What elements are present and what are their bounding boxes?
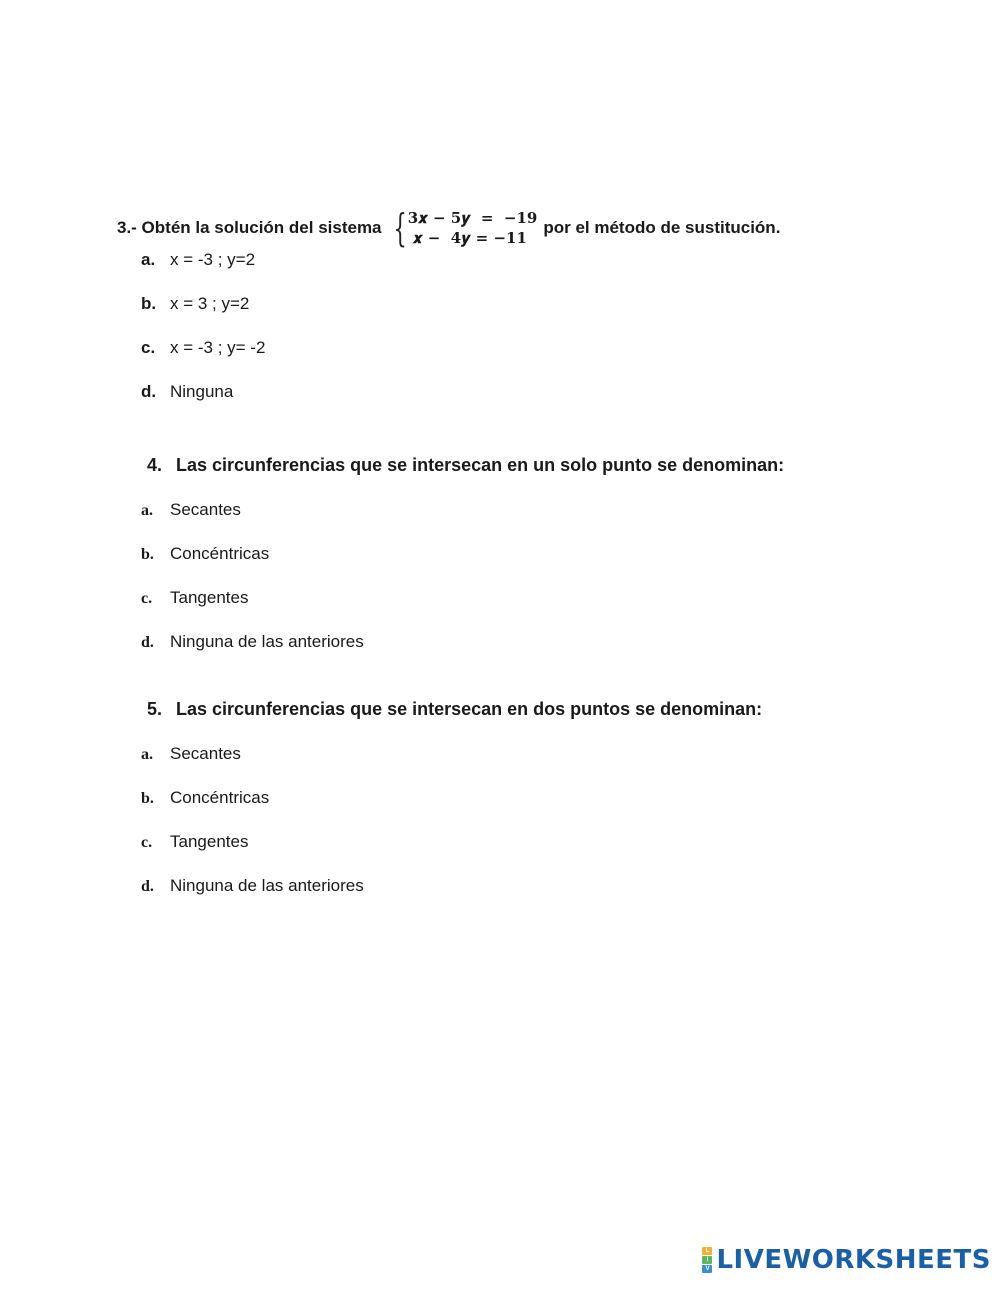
q4-option-d[interactable] <box>141 632 364 652</box>
logo-tiles-icon <box>702 1247 712 1273</box>
option-letter: d. <box>141 382 157 401</box>
option-letter: a. <box>141 746 153 763</box>
option-text: Ninguna de las anteriores <box>170 876 364 895</box>
option-text: Ninguna <box>170 382 234 401</box>
q5-option-a[interactable] <box>141 744 241 764</box>
option-text: x = -3 ; y=2 <box>170 250 256 269</box>
question-5-title <box>147 699 762 720</box>
q3-option-c[interactable] <box>141 338 265 358</box>
q3-option-d[interactable] <box>141 382 233 402</box>
option-letter: b. <box>141 790 154 807</box>
logo-tile: V <box>702 1265 712 1273</box>
q5-option-b[interactable] <box>141 788 269 808</box>
q5-option-d[interactable] <box>141 876 364 896</box>
option-text: Secantes <box>170 744 241 763</box>
question-3-prefix: 3.- Obtén la solución del sistema <box>117 218 382 237</box>
equation-1: 3𝒙 − 5𝒚 = −𝟏𝟗 <box>407 209 538 227</box>
question-4-text: Las circunferencias que se intersecan en un solo punto se denominan: <box>176 455 785 475</box>
option-letter: c. <box>141 590 153 607</box>
q4-option-b[interactable] <box>141 544 269 564</box>
equation-system <box>388 208 538 248</box>
equation-2: 𝒙 − 4𝒚 = −𝟏𝟏 <box>407 229 527 247</box>
q3-option-a[interactable] <box>141 250 255 270</box>
q4-option-c[interactable] <box>141 588 248 608</box>
logo-tile: I <box>702 1256 712 1264</box>
q4-option-a[interactable] <box>141 500 241 520</box>
option-text: Concéntricas <box>170 544 270 563</box>
option-text: Tangentes <box>170 832 249 851</box>
option-letter: b. <box>141 546 154 563</box>
option-letter: a. <box>141 502 153 519</box>
logo-text: LIVEWORKSHEETS <box>716 1245 991 1275</box>
option-text: Tangentes <box>170 588 249 607</box>
question-4-number: 4. <box>147 455 163 475</box>
question-3-title <box>117 208 780 248</box>
option-text: Concéntricas <box>170 788 270 807</box>
option-letter: c. <box>141 338 156 357</box>
option-letter: d. <box>141 634 154 651</box>
question-5-text: Las circunferencias que se intersecan en dos puntos se denominan: <box>176 699 763 719</box>
option-text: x = 3 ; y=2 <box>170 294 250 313</box>
left-brace: { <box>392 206 407 250</box>
q3-option-b[interactable] <box>141 294 249 314</box>
liveworksheets-logo <box>702 1245 991 1275</box>
question-5-number: 5. <box>147 699 163 719</box>
option-text: Ninguna de las anteriores <box>170 632 364 651</box>
option-text: x = -3 ; y= -2 <box>170 338 266 357</box>
option-letter: d. <box>141 878 154 895</box>
logo-tile: L <box>702 1247 712 1255</box>
option-text: Secantes <box>170 500 241 519</box>
option-letter: a. <box>141 250 156 269</box>
option-letter: b. <box>141 294 157 313</box>
q5-option-c[interactable] <box>141 832 248 852</box>
question-4-title <box>147 455 784 476</box>
option-letter: c. <box>141 834 153 851</box>
question-3-suffix: por el método de sustitución. <box>543 218 781 237</box>
